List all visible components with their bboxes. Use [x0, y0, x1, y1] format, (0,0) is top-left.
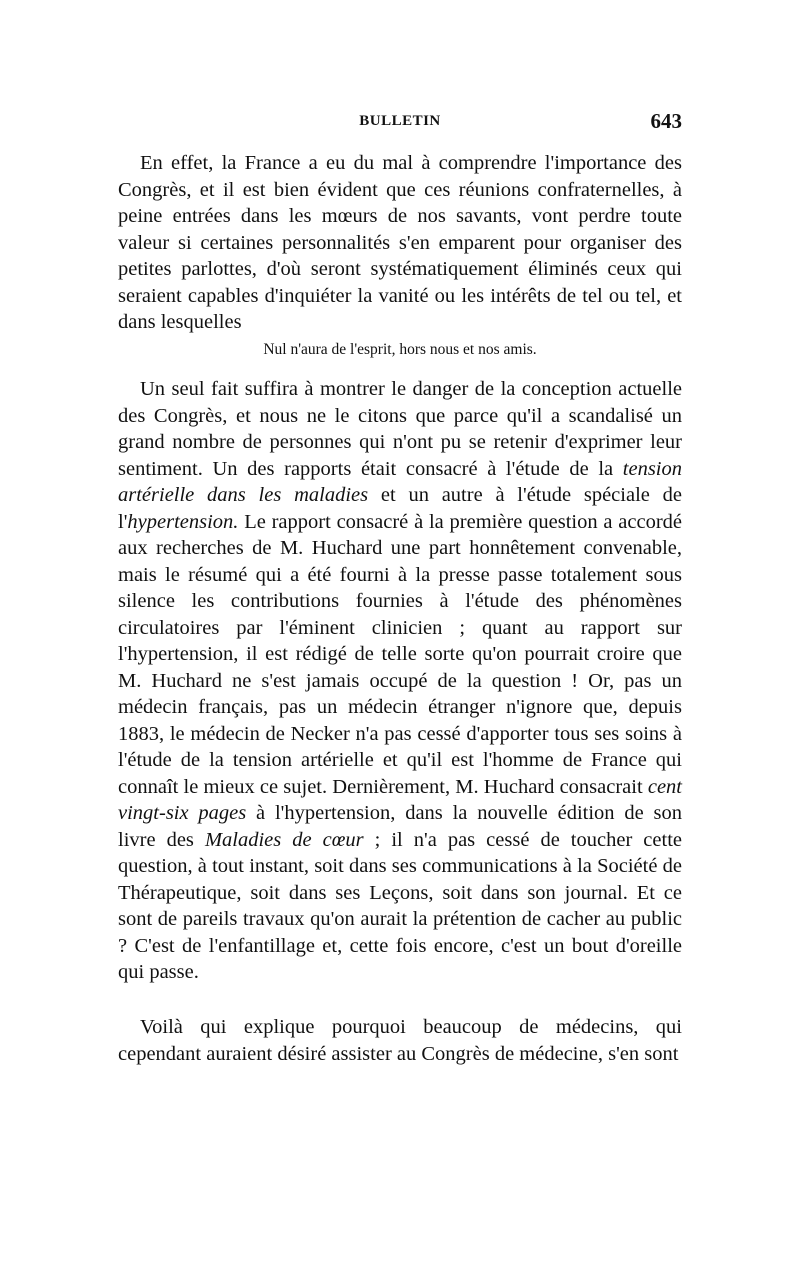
- paragraph-2-segment-4: à l'hypertension, dans la nouvelle édition de son livre des: [118, 802, 682, 851]
- paragraph-2: [118, 376, 682, 986]
- paragraph-2-segment-5: ; il n'a pas cessé de toucher cette question, à tout instant, soit dans ses communications à la Société de Thérapeutique, soit dans ses Leçons, soit dans son journal. Et ce sont de pareils travaux qu'on aurait la prétention de cacher au public ? C'est de l'enfantillage et, cette fois encore, c'est un bout d'oreille qui passe.: [118, 828, 682, 983]
- paragraph-2-text: [118, 376, 682, 986]
- emphasis-cent-vingt-six-pages: cent vingt-six pages: [118, 775, 682, 824]
- paragraph-2-segment-1: Un seul fait suffira à montrer le danger de la conception actuelle des Congrès, et nous ne le citons que parce qu'il a scandalisé un grand nombre de personnes qui n'ont pu se retenir d'exprimer leur sentiment. Un des rapports était consacré à l'étude de la: [118, 378, 682, 480]
- page-number: 643: [650, 109, 682, 133]
- paragraph-3-text: Voilà qui explique pourquoi beaucoup de médecins, qui cependant auraient désiré assister au Congrès de médecine, s'en sont: [118, 1016, 682, 1065]
- paragraph-1-text: En effet, la France a eu du mal à comprendre l'importance des Congrès, et il est bien évident que ces réunions confraternelles, à peine entrées dans les mœurs de nos savants, vont perdre toute valeur si certaines personnalités s'en emparent pour organiser des petites parlottes, d'où seront systématiquement éliminés ceux qui seraient capables d'inquiéter la vanité ou les intérêts de tel ou tel, et dans lesquelles: [118, 152, 682, 333]
- running-title: BULLETIN: [359, 113, 441, 129]
- paragraph-3: [118, 1014, 682, 1067]
- running-head: [118, 109, 682, 137]
- emphasis-hypertension: hypertension.: [127, 510, 239, 533]
- emphasis-tension-arterielle: tension artérielle dans les maladies: [118, 457, 682, 506]
- quotation-line: Nul n'aura de l'esprit, hors nous et nos amis.: [263, 341, 537, 358]
- paragraph-2-segment-2: et un autre à l'étude spéciale de l': [118, 484, 682, 533]
- emphasis-maladies-de-coeur: Maladies de cœur: [204, 828, 364, 851]
- paragraph-2-segment-3: Le rapport consacré à la première question a accordé aux recherches de M. Huchard une part honnêtement convenable, mais le résumé qui a été fourni à la presse passe totalement sous silence les contributions fournies à l'étude des phénomènes circulatoires par l'éminent clinicien ; quant au rapport sur l'hypertension, il est rédigé de telle sorte qu'on pourrait croire que M. Huchard ne s'est jamais occupé de la question ! Or, pas un médecin français, pas un médecin étranger n'ignore que, depuis 1883, le médecin de Necker n'a pas cessé d'apporter tous ses soins à l'étude de la tension artérielle et qu'il est l'homme de France qui connaît le mieux ce sujet. Dernièrement, M. Huchard consacrait: [118, 510, 682, 798]
- paragraph-1: [118, 150, 682, 336]
